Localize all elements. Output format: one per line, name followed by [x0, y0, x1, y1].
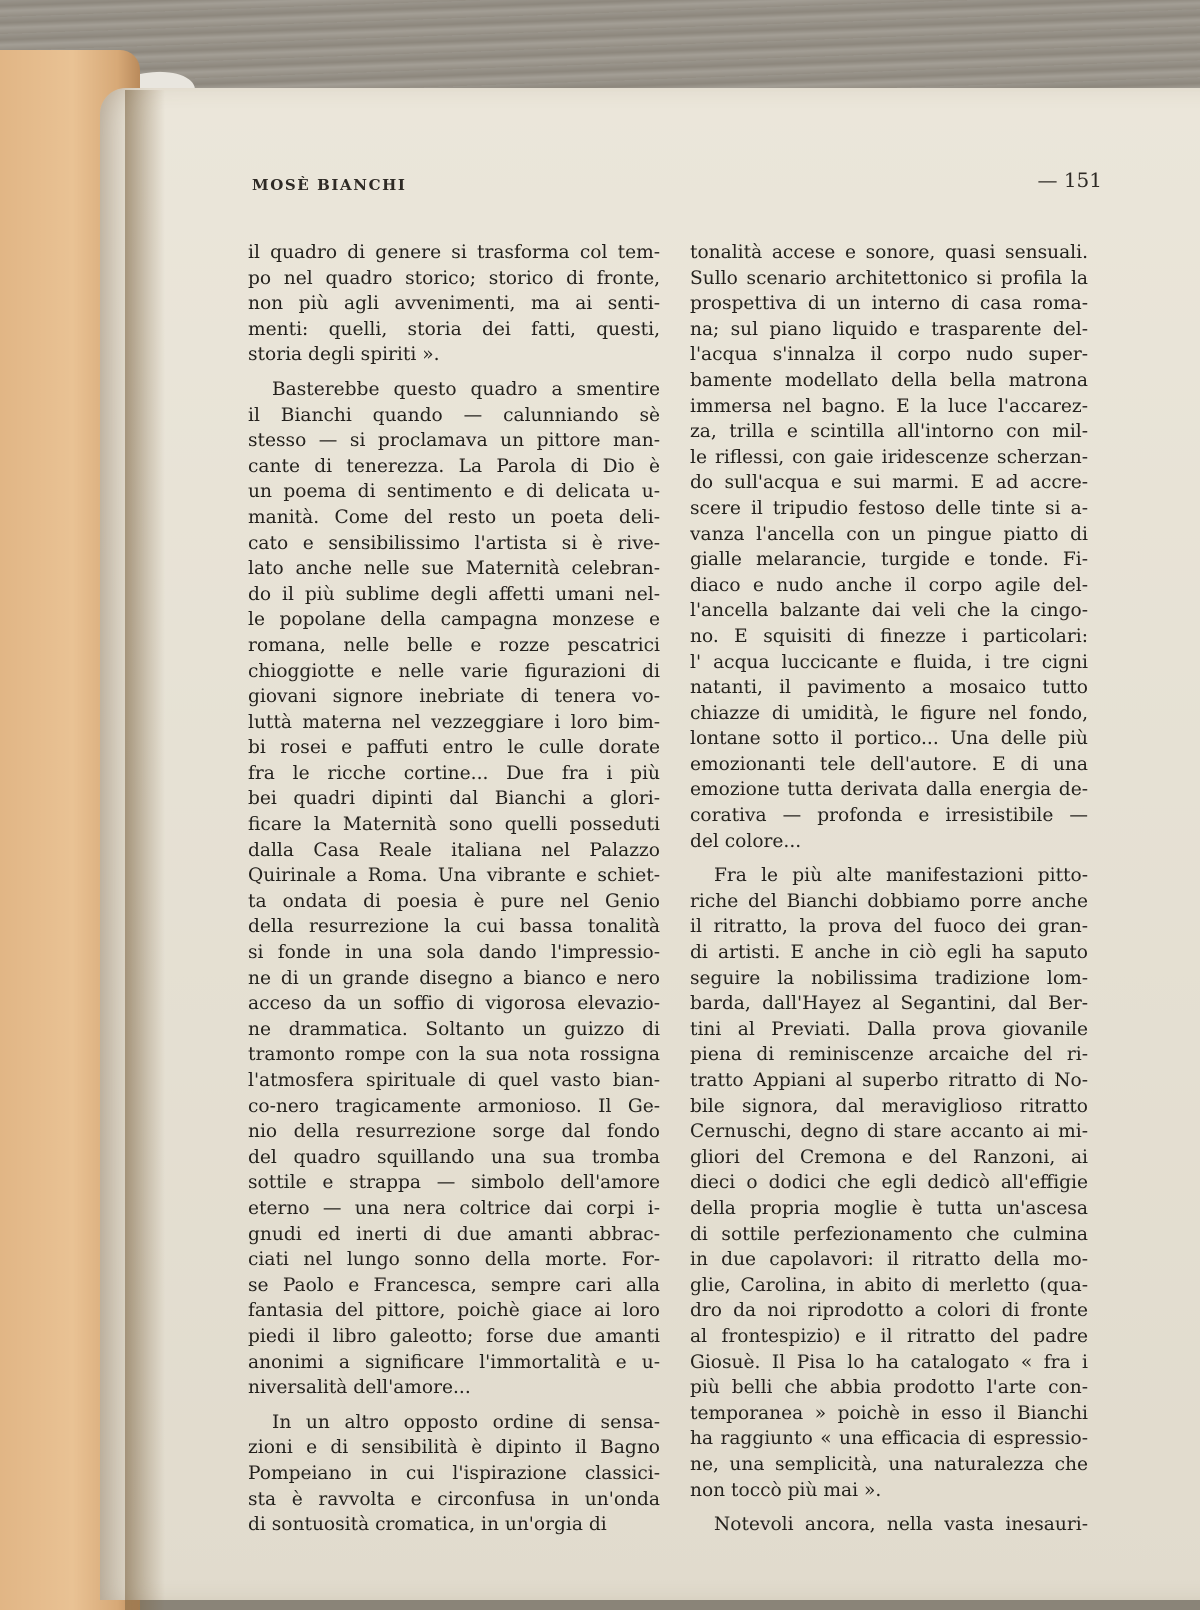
text-column-right — [690, 240, 1088, 1538]
text-line: piena di reminiscenze arcaiche del ri- — [690, 1044, 1088, 1066]
text-line: natanti, il pavimento a mosaico tutto — [690, 677, 1088, 699]
text-line: tonalità accese e sonore, quasi sensuali. — [690, 242, 1088, 263]
text-line: giovani signore inebriate di tenera vo- — [248, 686, 660, 708]
text-line: Quirinale a Roma. Una vibrante e schiet- — [248, 865, 660, 887]
text-line: bamente modellato della bella matrona — [690, 369, 1088, 391]
text-line: Sullo scenario architettonico si profila la — [690, 267, 1088, 289]
text-line: non toccò più mai ». — [690, 1479, 882, 1501]
text-line: emozione tutta derivata dalla energia de- — [690, 779, 1088, 801]
text-line: tini al Previati. Dalla prova giovanile — [690, 1018, 1088, 1040]
text-line: dalla Casa Reale italiana nel Palazzo — [248, 839, 660, 861]
text-line: dieci o dodici che egli dedicò all'effigie — [690, 1172, 1088, 1194]
text-line: co-nero tragicamente armonioso. Il Ge- — [248, 1095, 660, 1117]
text-line: temporanea » poichè in esso il Bianchi — [690, 1402, 1088, 1424]
text-line: stesso — si proclamava un pittore man- — [248, 430, 660, 452]
text-line: l' acqua luccicante e fluida, i tre cigni — [690, 651, 1088, 673]
text-line: corativa — profonda e irresistibile — — [690, 805, 1088, 827]
text-line: più belli che abbia prodotto l'arte con- — [690, 1377, 1088, 1399]
text-line: di artisti. E anche in ciò egli ha saputo — [690, 942, 1088, 964]
text-line: manità. Come del resto un poeta deli- — [248, 506, 660, 528]
text-line: di sottile perfezionamento che culmina — [690, 1223, 1088, 1245]
text-line: bile signora, dal meraviglioso ritratto — [690, 1095, 1088, 1117]
spine-shadow — [125, 90, 165, 1610]
text-line: ne drammatica. Soltanto un guizzo di — [248, 1018, 660, 1040]
text-line: tratto Appiani al superbo ritratto di No- — [690, 1070, 1088, 1091]
text-line: tramonto rompe con la sua nota rossigna — [248, 1044, 660, 1066]
text-line: emozionanti tele dell'autore. E di una — [690, 753, 1088, 775]
text-line: nio della resurrezione sorge dal fondo — [248, 1121, 660, 1143]
text-line: seguire la nobilissima tradizione lom- — [690, 967, 1088, 989]
text-line: ficare la Maternità sono quelli posseduti — [248, 814, 660, 836]
text-line: non più agli avvenimenti, ma ai senti- — [248, 293, 660, 315]
text-line: se Paolo e Francesca, sempre cari alla — [248, 1274, 660, 1296]
text-line: Cernuschi, degno di stare accanto ai mi- — [690, 1121, 1088, 1143]
text-line: do sull'acqua e sui marmi. E ad accre- — [690, 472, 1088, 494]
page-number: — 151 — [1037, 168, 1102, 192]
text-line: l'ancella balzante dai veli che la cingo- — [690, 600, 1088, 622]
text-line: eterno — una nera coltrice dai corpi i- — [248, 1197, 660, 1219]
text-line: anonimi a significare l'immortalità e u- — [248, 1351, 660, 1373]
text-line: menti: quelli, storia dei fatti, questi, — [248, 318, 660, 340]
text-line: diaco e nudo anche il corpo agile del- — [690, 574, 1088, 596]
text-line: ta ondata di poesia è pure nel Genio — [248, 890, 660, 912]
text-line: il ritratto, la prova del fuoco dei gran- — [690, 916, 1088, 938]
text-line: un poema di sentimento e di delicata u- — [248, 481, 660, 503]
text-line: no. E squisiti di finezze i particolari: — [690, 625, 1088, 647]
text-line: gialle melarancie, turgide e tonde. Fi- — [690, 549, 1088, 571]
text-line: ne, una semplicità, una naturalezza che — [690, 1453, 1088, 1475]
running-head-title: MOSÈ BIANCHI — [252, 176, 407, 194]
text-line: glie, Carolina, in abito di merletto (qua- — [690, 1274, 1088, 1296]
text-column-left — [248, 240, 660, 1538]
text-line: lato anche nelle sue Maternità celebran- — [248, 558, 660, 580]
text-line: za, trilla e scintilla all'intorno con mil- — [690, 421, 1088, 443]
text-line: l'acqua s'innalza il corpo nudo super- — [690, 344, 1088, 366]
text-line: cante di tenerezza. La Parola di Dio è — [248, 455, 660, 477]
text-line: niversalità dell'amore... — [248, 1377, 471, 1399]
text-line: piedi il libro galeotto; forse due amanti — [248, 1325, 660, 1347]
text-line: acceso da un soffio di vigorosa elevazio- — [248, 993, 660, 1015]
text-line: po nel quadro storico; storico di fronte, — [248, 267, 660, 289]
text-line: storia degli spiriti ». — [248, 344, 440, 366]
text-line: cato e sensibilissimo l'artista si è rive- — [248, 532, 660, 554]
text-line: Basterebbe questo quadro a smentire — [272, 378, 660, 400]
text-line: immersa nel bagno. E la luce l'accarez- — [690, 395, 1088, 417]
text-line: riche del Bianchi dobbiamo porre anche — [690, 890, 1088, 912]
text-line: sta è ravvolta e circonfusa in un'onda — [248, 1488, 660, 1510]
text-line: ciati nel lungo sonno della morte. For- — [248, 1249, 660, 1271]
text-line: il quadro di genere si trasforma col tem- — [248, 242, 660, 263]
text-line: del colore... — [690, 830, 802, 852]
text-line: romana, nelle belle e rozze pescatrici — [248, 634, 660, 656]
text-line: fra le ricche cortine... Due fra i più — [248, 762, 660, 784]
text-line: luttà materna nel vezzeggiare i loro bim- — [248, 711, 660, 733]
text-line: le popolane della campagna monzese e — [248, 609, 660, 631]
text-line: si fonde in una sola dando l'impressio- — [248, 942, 660, 964]
text-line: Pompeiano in cui l'ispirazione classici- — [248, 1462, 660, 1484]
text-line: lontane sotto il portico... Una delle più — [690, 728, 1088, 750]
text-line: Giosuè. Il Pisa lo ha catalogato « fra i — [690, 1351, 1088, 1373]
text-line: ha raggiunto « una efficacia di espressio- — [690, 1428, 1088, 1450]
paragraph-break — [690, 1503, 1088, 1512]
text-line: In un altro opposto ordine di sensa- — [272, 1411, 660, 1433]
text-line: fantasia del pittore, poichè giace ai loro — [248, 1300, 660, 1322]
paragraph-break — [248, 1401, 660, 1410]
text-line: Fra le più alte manifestazioni pitto- — [714, 865, 1088, 887]
running-head — [152, 168, 1102, 198]
text-line: sottile e strappa — simbolo dell'amore — [248, 1172, 660, 1194]
text-line: chioggiotte e nelle varie figurazioni di — [248, 660, 660, 682]
text-line: dro da noi riprodotto a colori di fronte — [690, 1300, 1088, 1322]
text-line: chiazze di umidità, le figure nel fondo, — [690, 702, 1088, 724]
text-line: della resurrezione la cui bassa tonalità — [248, 916, 660, 938]
paragraph-break — [690, 854, 1088, 863]
text-line: vanza l'ancella con un pingue piatto di — [690, 523, 1088, 545]
text-line: bi rosei e paffuti entro le culle dorate — [248, 737, 660, 759]
text-line: di sontuosità cromatica, in un'orgia di — [248, 1514, 607, 1536]
paragraph-break — [248, 368, 660, 377]
text-line: al frontespizio) e il ritratto del padre — [690, 1325, 1088, 1347]
text-line: barda, dall'Hayez al Segantini, dal Ber- — [690, 993, 1088, 1015]
text-line: prospettiva di un interno di casa roma- — [690, 293, 1088, 315]
text-line: l'atmosfera spirituale di quel vasto bian- — [248, 1070, 660, 1091]
text-line: della propria moglie è tutta un'ascesa — [690, 1197, 1088, 1219]
text-line: il Bianchi quando — calunniando sè — [248, 404, 660, 426]
text-line: del quadro squillando una sua tromba — [248, 1146, 660, 1168]
text-line: scere il tripudio festoso delle tinte si a- — [690, 497, 1088, 519]
text-line: zioni e di sensibilità è dipinto il Bagno — [248, 1437, 660, 1459]
text-line: na; sul piano liquido e trasparente del- — [690, 318, 1088, 340]
text-line: in due capolavori: il ritratto della mo- — [690, 1249, 1088, 1271]
text-line: Notevoli ancora, nella vasta inesauri- — [714, 1514, 1088, 1536]
text-line: ne di un grande disegno a bianco e nero — [248, 967, 660, 989]
text-line: le riflessi, con gaie iridescenze scherzan- — [690, 446, 1088, 468]
text-line: do il più sublime degli affetti umani nel- — [248, 583, 660, 605]
text-line: gnudi ed inerti di due amanti abbrac- — [248, 1223, 660, 1245]
text-line: gliori del Cremona e del Ranzoni, ai — [690, 1146, 1088, 1168]
text-line: bei quadri dipinti dal Bianchi a glori- — [248, 788, 660, 810]
